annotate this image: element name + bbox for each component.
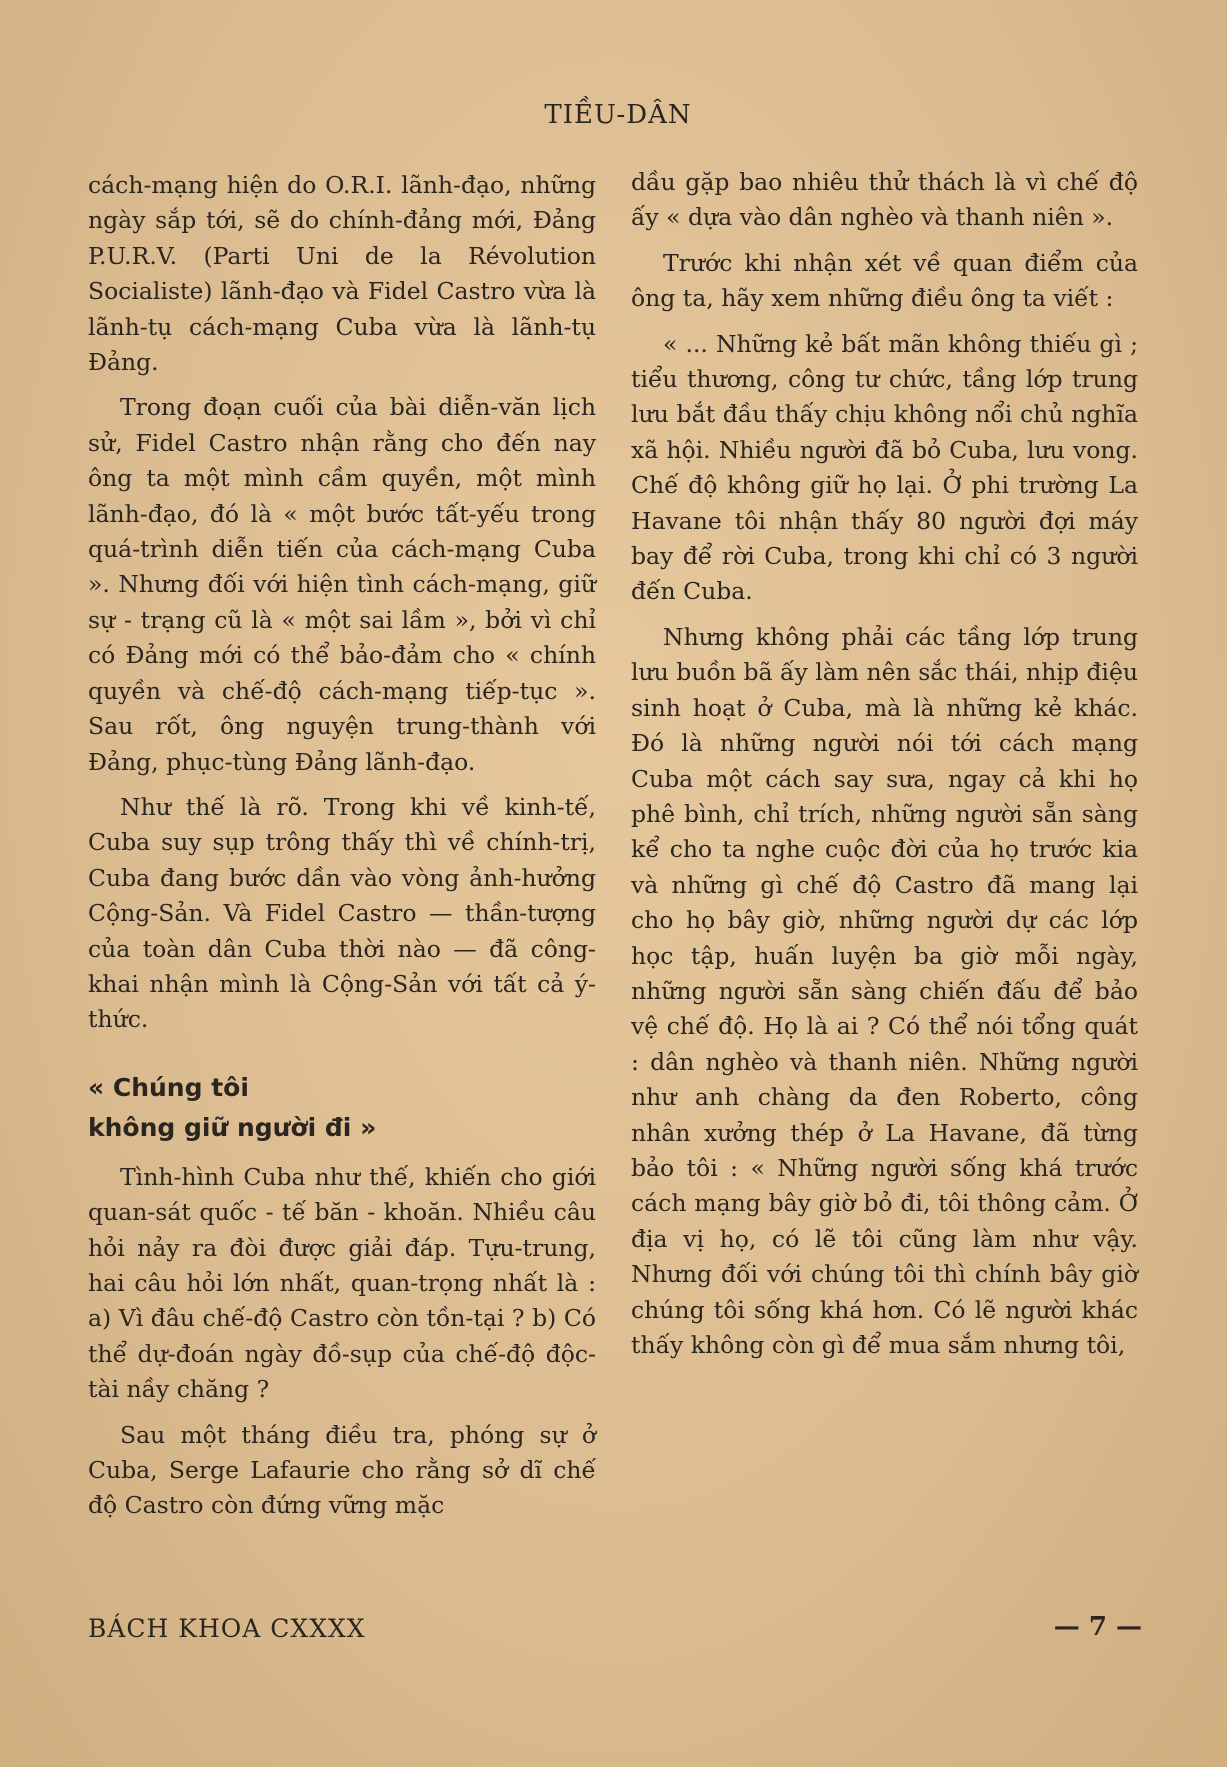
paragraph: Trong đoạn cuối của bài diễn-văn lịch sử, Fidel Castro nhận rằng cho đến nay ông ta một mình cầm quyền, một mình lãnh-đạo, đó là « một bước tất-yếu trong quá-trình diễn tiến của cách-mạng Cuba ». Nhưng đối với hiện tình cách-mạng, giữ sự - trạng cũ là « một sai lầm », bởi vì chỉ có Đảng mới có thể bảo-đảm cho « chính quyền và chế-độ cách-mạng tiếp-tục ». Sau rốt, ông nguyện trung-thành với Đảng, phục-tùng Đảng lãnh-đạo.	[88, 393, 596, 776]
quote-paragraph: « ... Những kẻ bất mãn không thiếu gì ; tiểu thương, công tư chức, tầng lớp trung lưu bắt đầu thấy chịu không nổi chủ nghĩa xã hội. Nhiều người đã bỏ Cuba, lưu vong. Chế độ không giữ họ lại. Ở phi trường La Havane tôi nhận thấy 80 người đợi máy bay để rời Cuba, trong khi chỉ có 3 người đến Cuba.	[631, 329, 1138, 606]
paragraph: Như thế là rõ. Trong khi về kinh-tế, Cuba suy sụp trông thấy thì về chính-trị, Cuba đang bước dần vào vòng ảnh-hưởng Cộng-Sản. Và Fidel Castro — thần-tượng của toàn dân Cuba thời nào — đã công-khai nhận mình là Cộng-Sản với tất cả ý-thức.	[88, 792, 596, 1034]
paragraph: Tình-hình Cuba như thế, khiến cho giới quan-sát quốc - tế băn - khoăn. Nhiều câu hỏi nảy ra đòi được giải đáp. Tựu-trung, hai câu hỏi lớn nhất, quan-trọng nhất là : a) Vì đâu chế-độ Castro còn tồn-tại ? b) Có thể dự-đoán ngày đồ-sụp của chế-độ độc-tài nầy chăng ?	[88, 1162, 596, 1404]
right-column	[631, 165, 1138, 1373]
paragraph: Trước khi nhận xét về quan điểm của ông ta, hãy xem những điều ông ta viết :	[631, 248, 1138, 313]
left-column	[88, 168, 596, 1534]
paragraph: cách-mạng hiện do O.R.I. lãnh-đạo, những ngày sắp tới, sẽ do chính-đảng mới, Đảng P.U.R.V. (Parti Uni de la Révolution Socialiste) lãnh-đạo và Fidel Castro vừa là lãnh-tụ cách-mạng Cuba vừa là lãnh-tụ Đảng.	[88, 171, 596, 377]
running-header: TIỀU-DÂN	[544, 100, 692, 130]
section-heading-line: không giữ người đi »	[88, 1112, 377, 1142]
section-heading-line: « Chúng tôi	[88, 1072, 249, 1102]
paragraph: Sau một tháng điều tra, phóng sự ở Cuba, Serge Lafaurie cho rằng sở dĩ chế độ Castro còn đứng vững mặc	[88, 1420, 596, 1520]
paragraph: Nhưng không phải các tầng lớp trung lưu buồn bã ấy làm nên sắc thái, nhịp điệu sinh hoạt ở Cuba, mà là những kẻ khác. Đó là những người nói tới cách mạng Cuba một cách say sưa, ngay cả khi họ phê bình, chỉ trích, những người sẵn sàng kể cho ta nghe cuộc đời của họ trước kia và những gì chế độ Castro đã mang lại cho họ bây giờ, những người dự các lớp học tập, huấn luyện ba giờ mỗi ngày, những người sẵn sàng chiến đấu để bảo vệ chế độ. Họ là ai ? Có thể nói tổng quát : dân nghèo và thanh niên. Những người như anh chàng da đen Roberto, công nhân xưởng thép ở La Havane, đã từng bảo tôi : « Những người sống khá trước cách mạng bây giờ bỏ đi, tôi thông cảm. Ở địa vị họ, có lẽ tôi cũng làm như vậy. Nhưng đối với chúng tôi thì chính bây giờ chúng tôi sống khá hơn. Có lẽ người khác thấy không còn gì để mua sắm nhưng tôi,	[631, 622, 1138, 1359]
publication-footer: BÁCH KHOA CXXXX	[88, 1614, 366, 1643]
page-number: — 7 —	[1053, 1612, 1142, 1642]
paragraph: dầu gặp bao nhiêu thử thách là vì chế độ ấy « dựa vào dân nghèo và thanh niên ».	[631, 168, 1138, 232]
section-heading	[88, 1068, 596, 1148]
